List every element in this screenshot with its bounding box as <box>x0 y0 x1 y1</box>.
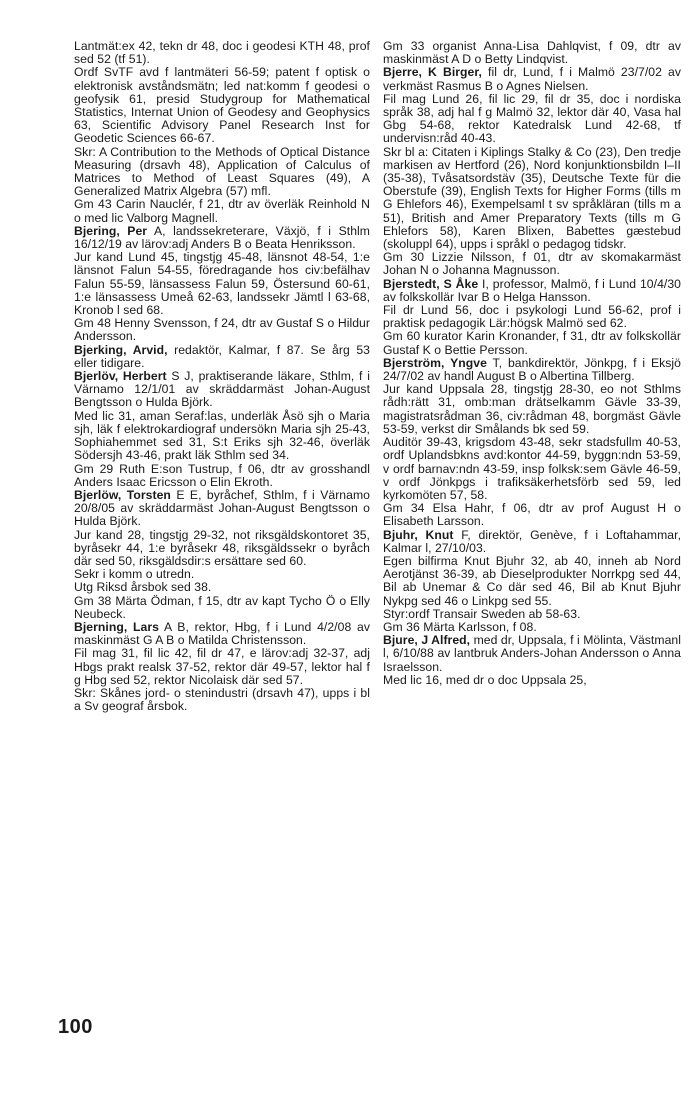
biography-paragraph <box>74 198 370 224</box>
entry-text: Gm 36 Märta Karlsson, f 08. <box>383 619 537 634</box>
entry-name: Bjerström, Yngve <box>383 355 487 370</box>
entry-text: Med lic 16, med dr o doc Uppsala 25, <box>383 672 587 687</box>
entry-text: I, professor, Malmö, f i Lund 10/4/30 av folkskollär Ivar B o Helga Hansson. <box>383 276 681 304</box>
biography-paragraph <box>383 93 681 146</box>
biography-paragraph <box>74 66 370 145</box>
entry-text: Med lic 31, aman Seraf:las, underläk Åsö sjh o Maria sjh, läk f elektrokardiograf undersökn Maria sjh 25-43, Sophiahemmet sed 31, S:t Eriks sjh 32-46, överläk Södersjh 43-46, prakt läk Sthlm sed 34. <box>74 408 370 463</box>
biography-paragraph <box>74 40 370 66</box>
entry-text: Skr: Skånes jord- o stenindustri (drsavh 47), upps i bl a Sv geograf årsbok. <box>74 685 370 714</box>
entry-name: Bjerstedt, S Åke <box>383 276 479 291</box>
biography-entry <box>383 634 681 674</box>
entry-text: Utg Riksd årsbok sed 38. <box>74 580 212 595</box>
entry-text: Gm 60 kurator Karin Kronander, f 31, dtr av folkskollär Gustaf K o Bettie Persson. <box>383 329 681 357</box>
entry-text: F, direktör, Genève, f i Loftahammar, Kalmar l, 27/10/03. <box>383 527 681 555</box>
entry-text: Ordf SvTF avd f lantmäteri 56-59; patent f optisk o elektronisk avståndsmätn; led nat:komm f geodesi o geofysik 61, presid Studygroup for Mathematical Statistics, Internat Union of Geodesy and Geophysics 63, Scientific Advisory Panel Research Inst for Geodetic Sciences 66-67. <box>74 65 370 146</box>
entry-text: Gm 48 Henny Svensson, f 24, dtr av Gustaf S o Hildur Andersson. <box>74 316 370 344</box>
biography-paragraph <box>74 146 370 199</box>
biography-paragraph <box>383 555 681 608</box>
entry-name: Bjerlöv, Herbert <box>74 369 167 384</box>
entry-text: Gm 34 Elsa Hahr, f 06, dtr av prof August H o Elisabeth Larsson. <box>383 501 681 529</box>
biography-entry <box>74 370 370 410</box>
entry-text: Gm 33 organist Anna-Lisa Dahlqvist, f 09, dtr av maskinmäst A D o Betty Lindqvist. <box>383 39 681 67</box>
biography-paragraph <box>74 251 370 317</box>
biography-entry <box>74 344 370 370</box>
entry-text: T, bankdirektör, Jönkpg, f i Eksjö 24/7/02 av handl August B o Albertina Tillberg. <box>383 355 682 384</box>
page-number: 100 <box>58 1016 93 1038</box>
biography-entry <box>74 621 370 647</box>
entry-text: Fil mag Lund 26, fil lic 29, fil dr 35, doc i nordiska språk 38, adj hal f g Malmö 32, lektor där 40, Vasa hal Gbg 54-68, rektor Katedralsk Lund 42-68, tf undervisn:råd 40-43. <box>383 91 681 146</box>
biography-entry <box>383 357 681 383</box>
entry-text: S J, praktiserande läkare, Sthlm, f i Värnamo 12/1/01 av skräddarmäst Johan-August Bengtsson o Hulda Björk. <box>74 369 370 410</box>
biography-paragraph <box>383 304 681 330</box>
entry-text: med dr, Uppsala, f i Mölinta, Västmanl l, 6/10/88 av lantbruk Anders-Johan Andersson o Anna Israelsson. <box>383 633 681 674</box>
biography-paragraph <box>74 317 370 343</box>
entry-name: Bjerre, K Birger, <box>383 65 482 80</box>
biography-paragraph <box>74 595 370 621</box>
entry-text: Auditör 39-43, krigsdom 43-48, sekr stadsfullm 40-53, ordf Uplandsbkns avd:kontor 44-59, byggn:ndn 53-59, v ordf barnav:ndn 43-59, insp folksk:sem Gävle 46-59, v ordf Jönkpgs i trafiksäkerhetsförb sed 59, led kyrkomöten 57, 58. <box>383 435 681 502</box>
entry-text: fil dr, Lund, f i Malmö 23/7/02 av verkmäst Rasmus B o Agnes Nielsen. <box>383 65 682 93</box>
biography-entry <box>383 278 681 304</box>
entry-text: Jur kand 28, tingstjg 29-32, not riksgäldskontoret 35, byråsekr 44, 1:e byråsekr 48, riksgäldssekr o byråch där sed 50, riksgäldsdir:s ersättare sed 60. <box>74 527 370 568</box>
entry-name: Bjure, J Alfred, <box>383 633 471 648</box>
biography-paragraph <box>383 146 681 252</box>
biography-paragraph <box>383 674 681 687</box>
biography-entry <box>383 529 681 555</box>
entry-text: A B, rektor, Hbg, f i Lund 4/2/08 av maskinmäst G A B o Matilda Christensson. <box>74 619 370 648</box>
biography-paragraph <box>74 463 370 489</box>
entry-text: A, landssekreterare, Växjö, f i Sthlm 16/12/19 av lärov:adj Anders B o Beata Henriksson. <box>74 223 370 252</box>
entry-name: Bjuhr, Knut <box>383 527 454 542</box>
biography-entry <box>383 66 681 92</box>
entry-text: Egen bilfirma Knut Bjuhr 32, ab 40, inneh ab Nord Aerotjänst 36-39, ab Dieselprodukter Norrkpg sed 44, Bil ab Unemar & Co där sed 46, Bil ab Knut Bjuhr Nykpg sed 46 o Linkpg sed 55. <box>383 553 681 608</box>
entry-text: Fil dr Lund 56, doc i psykologi Lund 56-62, prof i praktisk pedagogik Lär:högsk Malmö sed 62. <box>383 303 681 331</box>
entry-text: Gm 38 Märta Ödman, f 15, dtr av kapt Tycho Ö o Elly Neubeck. <box>74 593 370 621</box>
entry-text: Sekr i komm o utredn. <box>74 567 195 582</box>
entry-text: Lantmät:ex 42, tekn dr 48, doc i geodesi KTH 48, prof sed 52 (tf 51). <box>74 39 370 67</box>
biography-entry <box>74 489 370 529</box>
entry-text: redaktör, Kalmar, f 87. Se årg 53 eller tidigare. <box>74 342 370 370</box>
biography-paragraph <box>383 502 681 528</box>
entry-name: Bjerking, Arvid, <box>74 342 168 357</box>
entry-text: E E, byråchef, Sthlm, f i Värnamo 20/8/05 av skräddarmäst Johan-August Bengtsson o Hulda Björk. <box>74 487 370 529</box>
biography-paragraph <box>383 330 681 356</box>
biography-paragraph <box>74 687 370 713</box>
biography-paragraph <box>74 410 370 463</box>
biography-paragraph <box>383 251 681 277</box>
biography-paragraph <box>74 647 370 687</box>
entry-text: Skr: A Contribution to the Methods of Optical Distance Measuring (drsavh 48), Application of Calculus of Matrices to Method of Least Squares (49), A Generalized Matrix Algebra (57) mfl. <box>74 144 370 199</box>
biography-entry <box>74 225 370 251</box>
entry-text: Jur kand Lund 45, tingstjg 45-48, länsnot 48-54, 1:e länsnot Falun 54-55, föredragande hos civ:befälhav Falun 55-59, länsassess Falun 59, Östersund 60-61, 1:e länsassess Umeå 62-63, landssekr Jämtl l 63-68, Kronob l sed 68. <box>74 250 370 318</box>
entry-text: Gm 30 Lizzie Nilsson, f 01, dtr av skomakarmäst Johan N o Johanna Magnusson. <box>383 250 681 278</box>
entry-name: Bjerlöw, Torsten <box>74 487 171 502</box>
entry-text: Gm 43 Carin Nauclér, f 21, dtr av överläk Reinhold N o med lic Valborg Magnell. <box>74 197 370 225</box>
entry-text: Jur kand Uppsala 28, tingstjg 28-30, eo not Sthlms rådh:rätt 31, omb:man drätselkamm Gävle 33-39, magistratsrådman 36, civ:rådman 48, borgmäst Gävle 53-59, verkst dir Smålands bk sed 59. <box>383 382 681 436</box>
biography-paragraph <box>74 529 370 569</box>
biography-paragraph <box>383 383 681 436</box>
entry-text: Fil mag 31, fil lic 42, fil dr 47, e lärov:adj 32-37, adj Hbgs prakt realsk 37-52, rektor där 49-57, lektor hal f g Hbg sed 52, rektor Nicolaisk där sed 57. <box>74 646 370 687</box>
biography-paragraph <box>383 40 681 66</box>
left-column <box>74 40 370 713</box>
right-column <box>383 40 681 687</box>
entry-name: Bjerning, Lars <box>74 619 159 634</box>
entry-text: Skr bl a: Citaten i Kiplings Stalky & Co (23), Den tredje markisen av Hertford (26), Nord konjunktionsbildn I–II (35-38), Tvåsatsordstäv (35), Deutsche Texte für die Oberstufe (39), English Texts for Higher Forms (tills m G Ehlefors 46), Exempelsaml t sv språkläran (tills m a 51), British and Amer Preparatory Texts (tills m G Ehlefors 58), Karen Blixen, Babettes gæstebud (skoluppl 64), upps i språkl o pedagog tidskr. <box>383 144 681 252</box>
entry-text: Styr:ordf Transair Sweden ab 58-63. <box>383 606 581 621</box>
biography-paragraph <box>383 436 681 502</box>
entry-name: Bjering, Per <box>74 223 148 238</box>
entry-text: Gm 29 Ruth E:son Tustrup, f 06, dtr av grosshandl Anders Isaac Ericsson o Elin Ekroth. <box>74 461 370 489</box>
